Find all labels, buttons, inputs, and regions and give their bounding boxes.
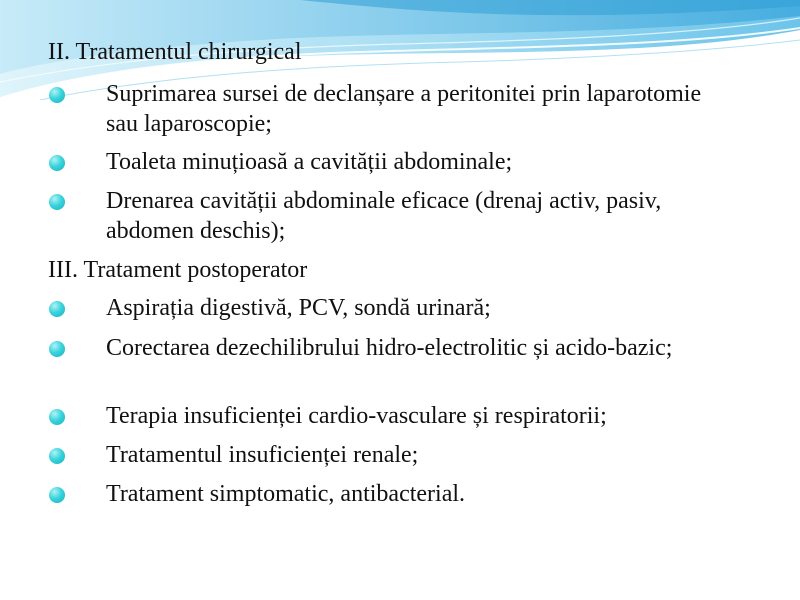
list-item-text: Tratamentul insuficienței renale; (106, 442, 419, 468)
bullet-icon (49, 448, 65, 464)
list-item-text: Drenarea cavității abdominale eficace (drenaj activ, pasiv, abdomen deschis); (106, 188, 662, 244)
section-heading-surgical: II. Tratamentul chirurgical (48, 39, 302, 65)
list-item-text: Aspirația digestivă, PCV, sondă urinară; (106, 295, 491, 321)
bullet-icon (49, 194, 65, 210)
list-item-text: Suprimarea sursei de declanșare a peritonitei prin laparotomie sau laparoscopie; (106, 81, 702, 137)
bullet-icon (49, 409, 65, 425)
list-item-text: Corectarea dezechilibrului hidro-electrolitic și acido-bazic; (106, 335, 673, 361)
list-item-text: Tratament simptomatic, antibacterial. (106, 481, 466, 507)
bullet-icon (49, 487, 65, 503)
bullet-icon (49, 301, 65, 317)
section-heading-postoperative: III. Tratament postoperator (48, 257, 308, 283)
bullet-icon (49, 341, 65, 357)
bullet-icon (49, 87, 65, 103)
list-item-text: Toaleta minuțioasă a cavității abdominale; (106, 149, 513, 175)
bullet-icon (49, 155, 65, 171)
list-item-text: Terapia insuficienței cardio-vasculare și respiratorii; (106, 403, 607, 429)
